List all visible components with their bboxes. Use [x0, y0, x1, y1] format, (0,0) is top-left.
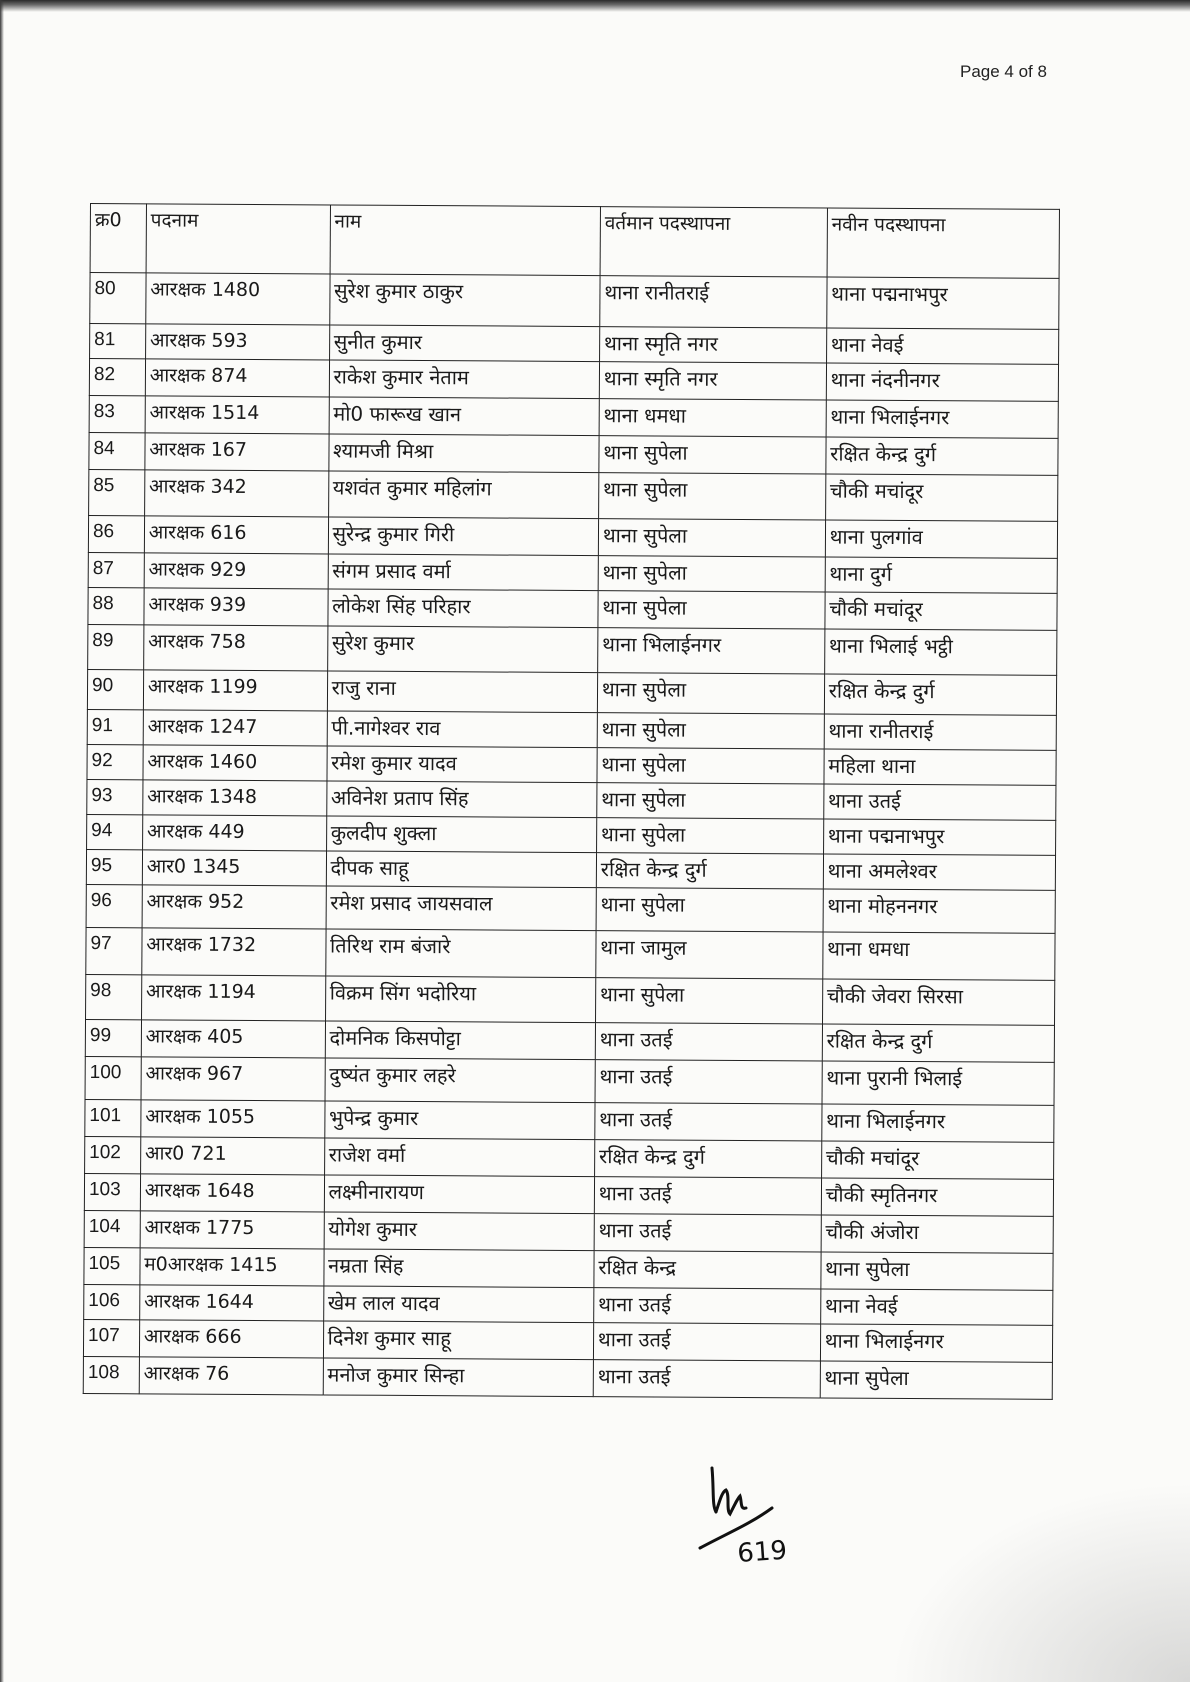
header-current-posting: वर्तमान पदस्थापना — [600, 207, 827, 277]
cell-serial: 103 — [84, 1173, 140, 1210]
cell-serial: 83 — [89, 395, 145, 432]
cell-serial: 94 — [87, 814, 143, 849]
table-row — [84, 1247, 1053, 1290]
cell-post: आरक्षक 929 — [144, 553, 328, 589]
cell-post: आरक्षक 758 — [143, 625, 327, 671]
table-row — [86, 927, 1055, 980]
cell-current-posting: थाना सुपेला — [597, 748, 824, 784]
cell-name: लोकेश सिंह परिहार — [327, 589, 598, 628]
page-number: Page 4 of 8 — [960, 62, 1047, 81]
cell-new-posting: थाना पद्मनाभपुर — [826, 277, 1059, 329]
cell-serial: 105 — [84, 1247, 140, 1284]
cell-new-posting: थाना रानीतराई — [824, 714, 1056, 750]
table-row — [84, 1284, 1053, 1325]
cell-new-posting: थाना अमलेश्वर — [823, 854, 1055, 890]
cell-post: आरक्षक 1460 — [143, 745, 327, 781]
cell-new-posting: रक्षित केन्द्र दुर्ग — [824, 674, 1057, 715]
cell-current-posting: थाना उतई — [594, 1288, 821, 1324]
cell-current-posting: थाना उतई — [593, 1323, 820, 1361]
table-row — [87, 779, 1056, 820]
cell-new-posting: थाना पद्मनाभपुर — [823, 819, 1055, 855]
cell-new-posting: चौकी मचांदूर — [825, 474, 1058, 521]
scan-shadow — [890, 1482, 1190, 1682]
cell-new-posting: रक्षित केन्द्र दुर्ग — [822, 1024, 1055, 1062]
cell-new-posting: थाना मोहननगर — [823, 889, 1056, 933]
cell-name: भुपेन्द्र कुमार — [324, 1101, 595, 1140]
cell-current-posting: थाना सुपेला — [597, 713, 824, 749]
cell-serial: 104 — [84, 1210, 140, 1247]
table-row — [88, 552, 1057, 593]
cell-post: आरक्षक 1514 — [145, 396, 329, 434]
cell-new-posting: थाना भिलाईनगर — [822, 1104, 1055, 1142]
table-row — [87, 814, 1056, 855]
cell-current-posting: थाना सुपेला — [599, 436, 826, 474]
header-name: नाम — [330, 205, 601, 276]
cell-post: आरक्षक 874 — [145, 359, 329, 397]
cell-post: आरक्षक 1199 — [143, 670, 327, 711]
table-row — [90, 273, 1059, 330]
cell-current-posting: थाना स्मृति नगर — [599, 327, 826, 363]
cell-current-posting: थाना सुपेला — [596, 818, 823, 854]
cell-serial: 95 — [86, 849, 142, 884]
table-row — [86, 849, 1055, 890]
table-row — [88, 624, 1057, 675]
cell-post: आरक्षक 342 — [144, 470, 328, 517]
cell-current-posting: थाना सुपेला — [598, 556, 825, 592]
cell-post: आरक्षक 1732 — [142, 928, 326, 976]
cell-new-posting: चौकी मचांदूर — [825, 592, 1058, 630]
cell-post: आरक्षक 1348 — [143, 780, 327, 816]
cell-name: कुलदीप शुक्ला — [326, 816, 597, 853]
cell-post: आरक्षक 1055 — [141, 1100, 325, 1138]
cell-serial: 102 — [85, 1136, 141, 1173]
cell-name: राकेश कुमार नेताम — [329, 360, 600, 399]
cell-post: आरक्षक 616 — [144, 516, 328, 554]
cell-name: खेम लाल यादव — [323, 1286, 594, 1323]
cell-current-posting: थाना स्मृति नगर — [599, 362, 826, 400]
cell-new-posting: थाना नंदनीनगर — [826, 363, 1059, 401]
cell-name: रमेश कुमार यादव — [327, 746, 598, 783]
cell-name: राजु राना — [327, 671, 598, 713]
cell-new-posting: थाना भिलाईनगर — [820, 1324, 1053, 1362]
header-serial: क्र0 — [90, 204, 146, 273]
cell-new-posting: थाना भिलाईनगर — [826, 400, 1059, 438]
cell-name: सुनीत कुमार — [329, 325, 600, 362]
cell-serial: 82 — [89, 359, 145, 396]
table-row — [86, 974, 1055, 1025]
cell-name: दिनेश कुमार साहू — [323, 1321, 594, 1360]
table-row — [87, 709, 1056, 750]
cell-name: राजेश वर्मा — [324, 1138, 595, 1177]
cell-serial: 81 — [90, 324, 146, 359]
cell-name: लक्ष्मीनारायण — [324, 1175, 595, 1214]
cell-current-posting: थाना सुपेला — [598, 519, 825, 557]
cell-serial: 97 — [86, 927, 142, 974]
table-row — [85, 1136, 1054, 1179]
table-row — [88, 515, 1057, 558]
cell-serial: 98 — [86, 974, 142, 1019]
transfer-table — [83, 203, 1060, 1400]
cell-post: आरक्षक 666 — [139, 1320, 323, 1358]
cell-name: दोमनिक किसपोट्टा — [325, 1021, 596, 1060]
table-row — [89, 359, 1058, 402]
cell-new-posting: थाना धमधा — [822, 932, 1055, 980]
cell-name: दीपक साहू — [326, 851, 597, 888]
table-header-row — [90, 204, 1059, 279]
cell-post: आरक्षक 76 — [139, 1357, 323, 1395]
table-row — [89, 432, 1058, 475]
cell-current-posting: रक्षित केन्द्र — [594, 1251, 821, 1289]
cell-name: रमेश प्रसाद जायसवाल — [326, 886, 597, 931]
cell-new-posting: चौकी स्मृतिनगर — [821, 1178, 1054, 1216]
cell-post: आर0 721 — [140, 1137, 324, 1175]
cell-serial: 106 — [84, 1284, 140, 1319]
signature-number: 619 — [736, 1535, 789, 1569]
cell-name: अविनेश प्रताप सिंह — [326, 781, 597, 818]
cell-post: आरक्षक 405 — [141, 1020, 325, 1058]
cell-post: आरक्षक 1644 — [139, 1285, 323, 1321]
table-row — [87, 669, 1056, 715]
cell-post: आरक्षक 593 — [145, 324, 329, 360]
header-post: पदनाम — [146, 204, 330, 274]
cell-current-posting: थाना सुपेला — [597, 673, 824, 714]
cell-post: आरक्षक 1480 — [146, 273, 330, 325]
table-row — [84, 1173, 1053, 1216]
cell-serial: 87 — [88, 552, 144, 587]
cell-serial: 92 — [87, 744, 143, 779]
table-row — [89, 395, 1058, 438]
cell-new-posting: थाना सुपेला — [820, 1361, 1053, 1399]
cell-new-posting: महिला थाना — [824, 749, 1056, 785]
table-row — [84, 1210, 1053, 1253]
table-row — [85, 1019, 1054, 1062]
cell-post: आरक्षक 939 — [144, 588, 328, 626]
cell-serial: 96 — [86, 884, 142, 927]
table-row — [85, 1099, 1054, 1142]
header-new-posting: नवीन पदस्थापना — [827, 208, 1060, 278]
cell-name: विक्रम सिंग भदोरिया — [325, 976, 596, 1023]
scan-top-edge — [0, 0, 1190, 12]
cell-new-posting: थाना सुपेला — [821, 1252, 1054, 1290]
table-row — [83, 1356, 1052, 1399]
cell-current-posting: थाना उतई — [593, 1360, 820, 1398]
cell-new-posting: थाना पुलगांव — [825, 520, 1058, 558]
cell-serial: 80 — [90, 273, 146, 324]
cell-current-posting: थाना उतई — [595, 1103, 822, 1141]
cell-serial: 91 — [87, 709, 143, 744]
cell-name: योगेश कुमार — [324, 1212, 595, 1251]
cell-new-posting: रक्षित केन्द्र दुर्ग — [826, 437, 1059, 475]
cell-serial: 89 — [88, 624, 144, 669]
cell-serial: 107 — [83, 1319, 139, 1356]
cell-name: सुरेश कुमार ठाकुर — [329, 274, 600, 327]
cell-post: आरक्षक 1648 — [140, 1174, 324, 1212]
scan-left-edge — [0, 0, 4, 1682]
table-row — [90, 324, 1059, 365]
cell-current-posting: थाना उतई — [594, 1177, 821, 1215]
cell-current-posting: रक्षित केन्द्र दुर्ग — [594, 1140, 821, 1178]
cell-serial: 88 — [88, 587, 144, 624]
cell-serial: 86 — [88, 515, 144, 552]
cell-current-posting: थाना सुपेला — [598, 591, 825, 629]
cell-serial: 100 — [85, 1056, 141, 1099]
cell-new-posting: चौकी जेवरा सिरसा — [822, 979, 1055, 1025]
cell-current-posting: थाना उतई — [594, 1214, 821, 1252]
cell-current-posting: थाना सुपेला — [598, 473, 825, 520]
cell-post: आरक्षक 1194 — [141, 975, 325, 1021]
cell-serial: 85 — [89, 469, 145, 515]
cell-post: आरक्षक 1247 — [143, 710, 327, 746]
handwritten-signature — [690, 1450, 810, 1580]
table-row — [89, 469, 1058, 521]
cell-name: दुष्यंत कुमार लहरे — [325, 1058, 596, 1103]
cell-post: म0आरक्षक 1415 — [140, 1248, 324, 1286]
cell-post: आरक्षक 967 — [141, 1057, 325, 1101]
cell-post: आरक्षक 952 — [142, 885, 326, 929]
cell-name: श्यामजी मिश्रा — [328, 434, 599, 473]
cell-current-posting: थाना सुपेला — [595, 978, 822, 1024]
cell-name: मनोज कुमार सिन्हा — [323, 1358, 594, 1397]
cell-post: आरक्षक 449 — [142, 815, 326, 851]
cell-post: आरक्षक 167 — [145, 433, 329, 471]
cell-new-posting: चौकी मचांदूर — [821, 1141, 1054, 1179]
cell-current-posting: थाना जामुल — [596, 931, 823, 979]
cell-post: आर0 1345 — [142, 850, 326, 886]
table-row — [83, 1319, 1052, 1362]
cell-current-posting: थाना सुपेला — [597, 783, 824, 819]
cell-name: सुरेश कुमार — [327, 626, 598, 673]
cell-name: मो0 फारूख खान — [329, 397, 600, 436]
cell-serial: 101 — [85, 1099, 141, 1136]
cell-current-posting: थाना उतई — [595, 1060, 822, 1104]
cell-current-posting: थाना रानीतराई — [600, 276, 827, 328]
cell-new-posting: थाना नेवई — [820, 1289, 1052, 1325]
cell-current-posting: थाना धमधा — [599, 399, 826, 437]
cell-current-posting: थाना भिलाईनगर — [598, 628, 825, 674]
cell-new-posting: थाना उतई — [823, 784, 1055, 820]
cell-name: नम्रता सिंह — [323, 1249, 594, 1288]
table-row — [87, 744, 1056, 785]
cell-name: पी.नागेश्वर राव — [327, 711, 598, 748]
cell-current-posting: रक्षित केन्द्र दुर्ग — [596, 853, 823, 889]
cell-name: यशवंत कुमार महिलांग — [328, 471, 599, 519]
cell-name: तिरिथ राम बंजारे — [325, 929, 596, 978]
cell-post: आरक्षक 1775 — [140, 1211, 324, 1249]
table-row — [88, 587, 1057, 630]
cell-serial: 84 — [89, 432, 145, 469]
cell-name: संगम प्रसाद वर्मा — [328, 554, 599, 591]
cell-new-posting: चौकी अंजोरा — [821, 1215, 1054, 1253]
cell-current-posting: थाना उतई — [595, 1023, 822, 1061]
cell-serial: 90 — [87, 669, 143, 709]
cell-new-posting: थाना दुर्ग — [825, 557, 1057, 593]
cell-serial: 99 — [85, 1019, 141, 1056]
cell-serial: 93 — [87, 779, 143, 814]
table-row — [85, 1056, 1054, 1105]
cell-new-posting: थाना पुरानी भिलाई — [822, 1061, 1055, 1105]
cell-name: सुरेन्द्र कुमार गिरी — [328, 517, 599, 556]
table-row — [86, 884, 1055, 933]
cell-serial: 108 — [83, 1356, 139, 1393]
table-body — [83, 273, 1059, 1400]
cell-new-posting: थाना नेवई — [826, 328, 1058, 364]
cell-new-posting: थाना भिलाई भट्ठी — [824, 629, 1057, 675]
cell-current-posting: थाना सुपेला — [596, 888, 823, 932]
